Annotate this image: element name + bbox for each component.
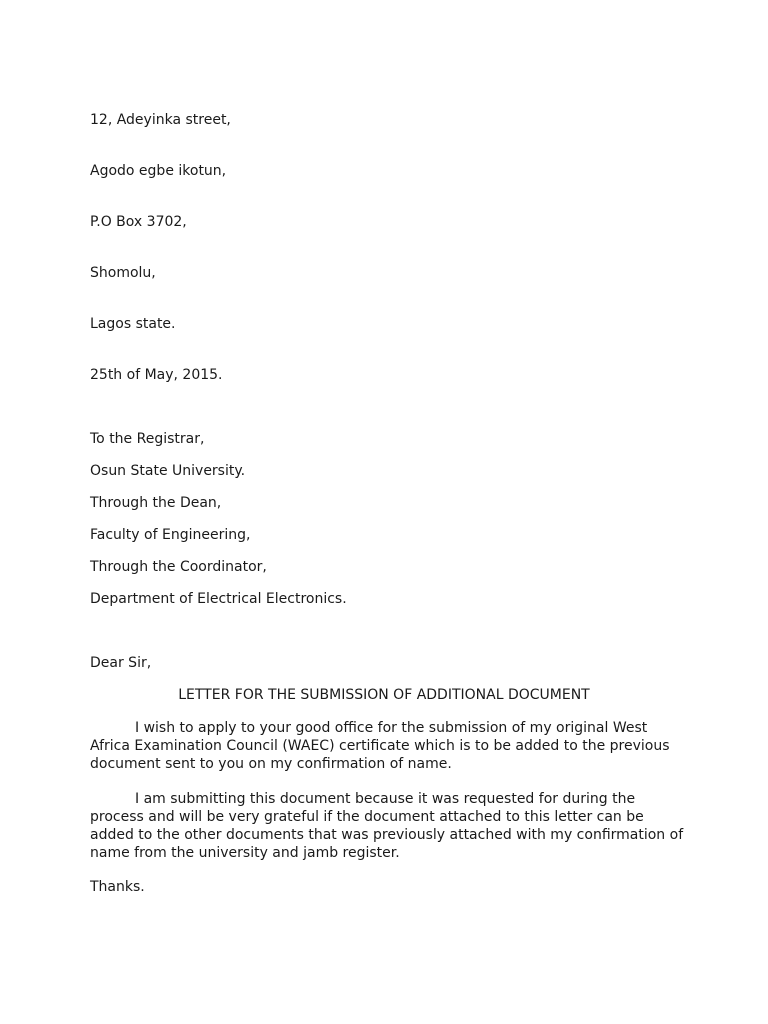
paragraph-2-line-2: process and will be very grateful if the document attached to this letter can be xyxy=(90,809,644,825)
paragraph-2-line-1: I am submitting this document because it was requested for during the xyxy=(135,791,636,807)
recipient-line-2: Osun State University. xyxy=(90,463,246,479)
paragraph-2-line-3: added to the other documents that was previously attached with my confirmation of xyxy=(90,827,684,843)
paragraph-2-line-4: name from the university and jamb register. xyxy=(90,845,400,861)
sender-address-line-4: Shomolu, xyxy=(90,265,156,281)
recipient-line-4: Faculty of Engineering, xyxy=(90,527,251,543)
letter-subject: LETTER FOR THE SUBMISSION OF ADDITIONAL DOCUMENT xyxy=(178,687,590,703)
body-paragraph-1 xyxy=(90,719,690,773)
paragraph-1-line-1: I wish to apply to your good office for the submission of my original West xyxy=(135,720,648,736)
recipient-line-1: To the Registrar, xyxy=(90,431,205,447)
recipient-line-5: Through the Coordinator, xyxy=(90,559,267,575)
recipient-line-6: Department of Electrical Electronics. xyxy=(90,591,347,607)
paragraph-1-line-2: Africa Examination Council (WAEC) certificate which is to be added to the previous xyxy=(90,738,670,754)
sender-address-line-1: 12, Adeyinka street, xyxy=(90,112,231,128)
closing: Thanks. xyxy=(90,879,145,895)
sender-address-line-3: P.O Box 3702, xyxy=(90,214,187,230)
salutation: Dear Sir, xyxy=(90,655,152,671)
recipient-line-3: Through the Dean, xyxy=(90,495,222,511)
body-paragraph-2 xyxy=(90,790,690,862)
sender-address-line-5: Lagos state. xyxy=(90,316,176,332)
paragraph-1-line-3: document sent to you on my confirmation of name. xyxy=(90,756,452,772)
sender-address-line-2: Agodo egbe ikotun, xyxy=(90,163,227,179)
letter-date: 25th of May, 2015. xyxy=(90,367,223,383)
